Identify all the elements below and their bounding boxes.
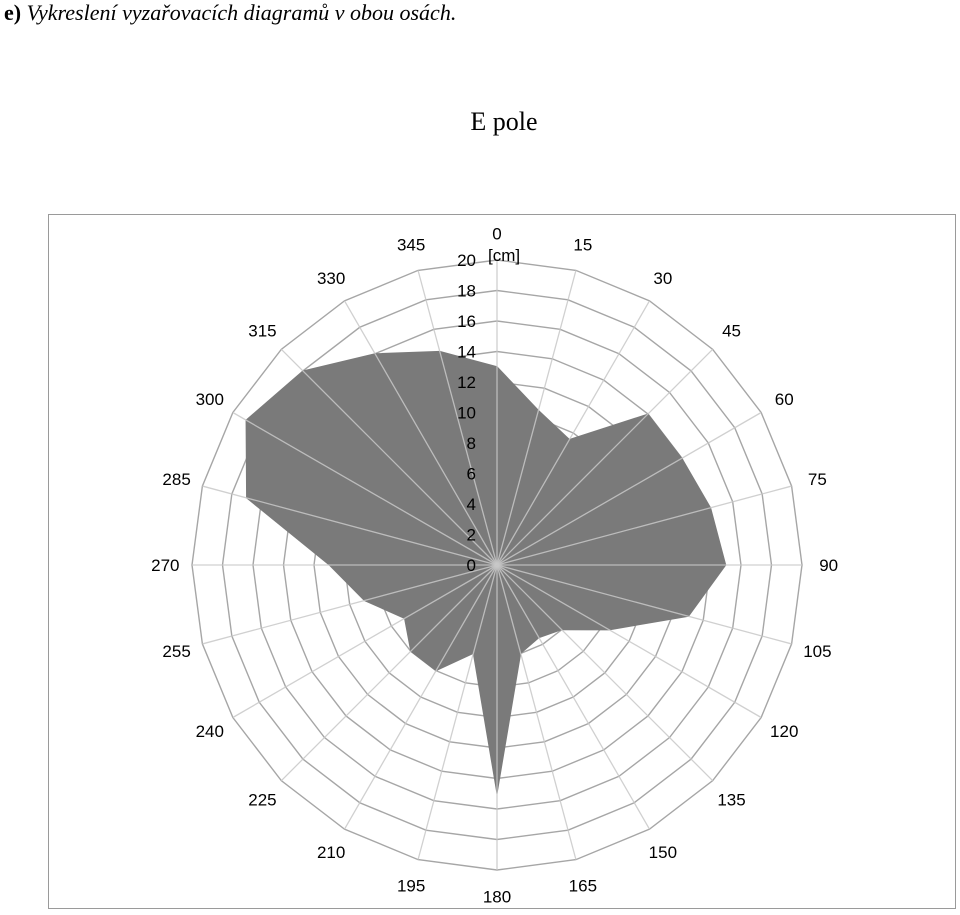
section-label: e) (4, 0, 22, 25)
radial-tick-14: 14 (457, 342, 476, 362)
angle-label-345: 345 (396, 235, 426, 255)
angle-label-195: 195 (396, 876, 426, 896)
radial-tick-0: 0 (466, 556, 476, 575)
data-layer (246, 351, 726, 794)
section-heading-text: Vykreslení vyzařovacích diagramů v obou osách. (26, 0, 457, 25)
angle-label-135: 135 (717, 790, 746, 810)
radial-tick-4: 4 (466, 495, 476, 514)
radial-tick-10: 10 (457, 403, 476, 423)
radial-tick-18: 18 (457, 281, 476, 301)
angle-label-330: 330 (316, 268, 346, 288)
angle-label-90: 90 (819, 556, 839, 575)
angle-label-45: 45 (722, 321, 741, 341)
angle-label-180: 180 (482, 887, 512, 907)
chart-title: E pole (470, 107, 538, 136)
angle-label-60: 60 (774, 390, 794, 410)
angle-label-300: 300 (195, 390, 224, 410)
radial-tick-20: 20 (457, 251, 476, 270)
angle-label-240: 240 (195, 721, 224, 741)
radial-tick-12: 12 (457, 373, 476, 392)
angle-label-285: 285 (162, 470, 191, 490)
radial-tick-6: 6 (466, 464, 476, 484)
angle-label-0: 0 (492, 224, 502, 244)
unit-label: [cm] (488, 246, 521, 265)
angle-label-150: 150 (648, 843, 678, 863)
spoke-layer (192, 260, 802, 870)
angle-label-315: 315 (248, 321, 277, 341)
angle-label-30: 30 (653, 268, 673, 288)
angle-label-165: 165 (568, 876, 598, 896)
angle-label-270: 270 (151, 556, 180, 575)
angle-label-225: 225 (248, 790, 277, 810)
angle-label-210: 210 (316, 843, 346, 863)
angle-label-255: 255 (162, 641, 191, 661)
radial-tick-8: 8 (466, 434, 476, 453)
angle-label-120: 120 (770, 721, 799, 741)
angle-label-15: 15 (573, 235, 593, 255)
radial-tick-16: 16 (457, 312, 476, 331)
radial-tick-2: 2 (466, 525, 476, 545)
angle-label-75: 75 (807, 470, 827, 490)
series-area (246, 351, 726, 793)
angle-label-105: 105 (803, 641, 832, 661)
